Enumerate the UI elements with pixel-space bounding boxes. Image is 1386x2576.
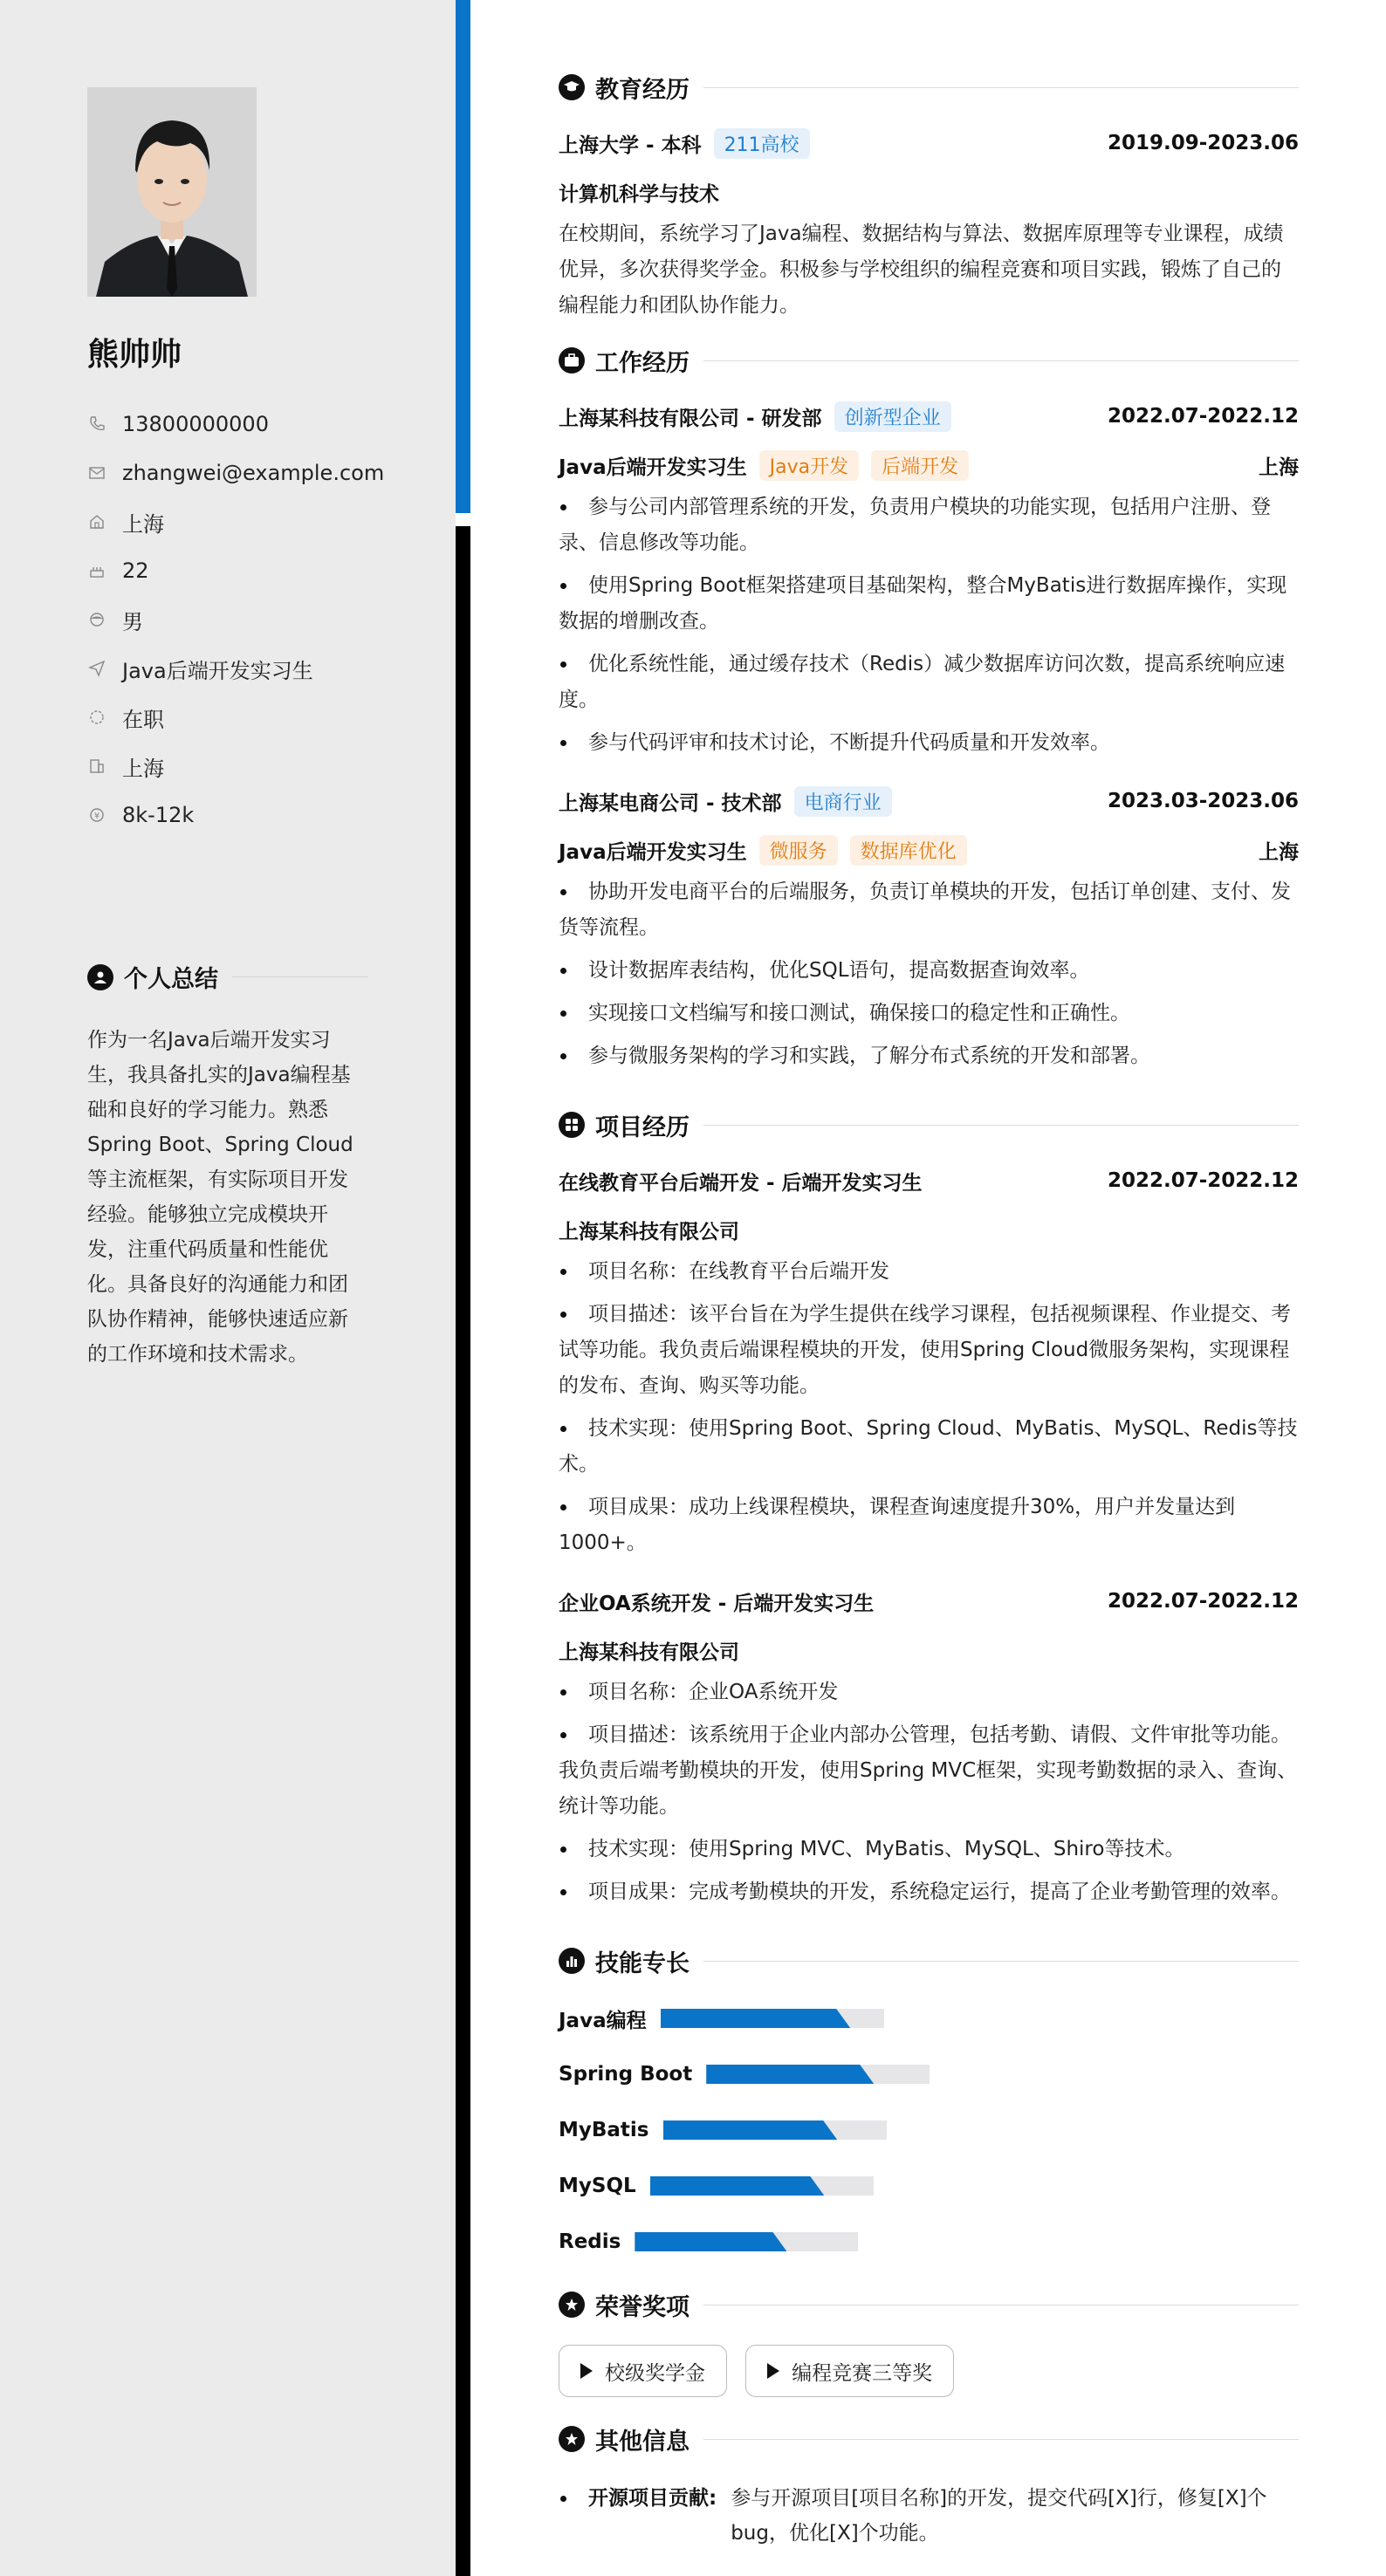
home-text: 上海: [122, 511, 164, 537]
list-item: 项目名称：企业OA系统开发: [559, 1675, 1299, 1710]
cake-icon: [87, 561, 106, 580]
list-item: 技术实现：使用Spring Boot、Spring Cloud、MyBatis、MySQL、Redis等技术。: [559, 1411, 1299, 1483]
info-gender: [87, 595, 384, 644]
list-item: 项目描述：该系统用于企业内部办公管理，包括考勤、请假、文件审批等功能。我负责后端考勤模块的开发，使用Spring MVC框架，实现考勤数据的录入、查询、统计等功能。: [559, 1717, 1299, 1825]
info-email: [87, 449, 384, 497]
job-date: 2023.03-2023.06: [1107, 790, 1299, 812]
project-entry: [559, 1156, 1299, 1561]
list-item: 实现接口文档编写和接口测试，确保接口的稳定性和正确性。: [559, 996, 1299, 1031]
summary-title: 个人总结: [124, 966, 218, 993]
projects-heading: [559, 1106, 1299, 1144]
project-date: 2022.07-2022.12: [1107, 1590, 1299, 1613]
svg-text:¥: ¥: [93, 812, 100, 821]
gender-icon: [87, 610, 106, 629]
job-role-row: [559, 826, 1299, 874]
project-header: [559, 1577, 1299, 1626]
major-row: [559, 168, 1299, 216]
heading-rule: [703, 1961, 1299, 1962]
award-chip[interactable]: [559, 2345, 727, 2397]
accent-bar-blue: [456, 0, 470, 513]
play-icon: [580, 2363, 593, 2379]
project-date: 2022.07-2022.12: [1107, 1169, 1299, 1192]
candidate-name: 熊帅帅: [87, 337, 182, 373]
skill-item: [559, 2102, 939, 2158]
education-desc: 在校期间，系统学习了Java编程、数据结构与算法、数据库原理等专业课程，成绩优异，多次获得奖学金。积极参与学校组织的编程竞赛和项目实践，锻炼了自己的编程能力和团队协作能力。: [559, 223, 1284, 317]
awards-list: [559, 2345, 1299, 2397]
education-heading: [559, 68, 1299, 106]
job-entry: [559, 777, 1299, 1074]
other-item: [559, 2481, 1299, 2551]
status-text: 在职: [122, 707, 164, 732]
major-name: 计算机科学与技术: [559, 182, 719, 206]
other-title: 其他信息: [595, 2428, 690, 2456]
job-company-tag: 创新型企业: [834, 401, 951, 432]
education-title: 教育经历: [595, 76, 690, 104]
awards-heading: [559, 2285, 1299, 2324]
education-date: 2019.09-2023.06: [1107, 132, 1299, 154]
job-entry: [559, 392, 1299, 761]
job-city: 上海: [1259, 456, 1299, 479]
bar-chart-icon: [559, 1948, 585, 1974]
salary-icon: [87, 805, 106, 825]
phone-text: 13800000000: [122, 412, 269, 436]
skill-name: Java编程: [559, 2009, 647, 2032]
skill-name: Spring Boot: [559, 2063, 693, 2086]
list-item: 项目成果：成功上线课程模块，课程查询速度提升30%，用户并发量达到1000+。: [559, 1490, 1299, 1561]
mail-icon: [87, 463, 106, 483]
list-item: 项目描述：该平台旨在为学生提供在线学习课程，包括视频课程、作业提交、考试等功能。我负责后端课程模块的开发，使用Spring Cloud微服务架构，实现课程的发布、查询、购买等功能。: [559, 1297, 1299, 1404]
sidebar: [0, 0, 456, 2576]
phone-icon: [87, 414, 106, 434]
gender-text: 男: [122, 609, 143, 634]
job-header: [559, 392, 1299, 441]
award-icon: [559, 2292, 585, 2318]
info-home: [87, 497, 384, 546]
info-icon: [559, 2426, 585, 2452]
info-salary: [87, 791, 384, 839]
education-header: [559, 119, 1299, 168]
award-label: 校级奖学金: [605, 2361, 705, 2385]
graduation-cap-icon: [559, 74, 585, 100]
skill-item: [559, 2046, 939, 2102]
job-date: 2022.07-2022.12: [1107, 405, 1299, 428]
summary-text: 作为一名Java后端开发实习 生，我具备扎实的Java编程基 础和良好的学习能力。熟悉 Spring Boot、Spring Cloud 等主流框架，有实际项目开发 经验。能够独立完成模块开 发，注重代码质量和性能优 化。具备良好的沟通能力和团 队协作精神，能够快速适应新 的工作环境和技术需求。: [87, 1029, 353, 1366]
skill-bar-fill: [635, 2232, 786, 2251]
info-work-city: [87, 742, 384, 791]
skills-title: 技能专长: [595, 1949, 690, 1977]
skill-item: [559, 2214, 939, 2270]
job-role: Java后端开发实习生: [559, 456, 747, 479]
award-label: 编程竞赛三等奖: [792, 2361, 933, 2385]
other-heading: [559, 2420, 1299, 2458]
list-item: 参与代码评审和技术讨论，不断提升代码质量和开发效率。: [559, 725, 1299, 761]
info-phone: [87, 400, 384, 449]
project-name: 企业OA系统开发 - 后端开发实习生: [559, 1592, 875, 1615]
list-item: 使用Spring Boot框架搭建项目基础架构，整合MyBatis进行数据库操作，实现数据的增删改查。: [559, 568, 1299, 640]
skill-bar: [663, 2120, 887, 2140]
salary-text: 8k-12k: [122, 803, 195, 827]
grid-icon: [559, 1112, 585, 1138]
job-company-tag: 电商行业: [794, 786, 892, 817]
accent-bar-black: [456, 526, 470, 2576]
list-item: 参与微服务架构的学习和实践，了解分布式系统的开发和部署。: [559, 1038, 1299, 1074]
project-bullets: [559, 1254, 1299, 1561]
status-icon: [87, 708, 106, 727]
project-name: 在线教育平台后端开发 - 后端开发实习生: [559, 1171, 923, 1195]
job-skill-tag: 微服务: [759, 835, 838, 866]
heading-rule: [703, 87, 1299, 88]
project-company: 上海某科技有限公司: [559, 1220, 739, 1243]
heading-rule: [703, 1125, 1299, 1126]
job-bullets: [559, 490, 1299, 761]
send-icon: [87, 659, 106, 678]
info-status: [87, 693, 384, 742]
main-content: [559, 68, 1299, 2551]
skill-item: [559, 2158, 939, 2214]
project-bullets: [559, 1675, 1299, 1910]
building-icon: [87, 757, 106, 776]
work-city-text: 上海: [122, 756, 164, 781]
project-entry: [559, 1577, 1299, 1910]
award-chip[interactable]: [745, 2345, 954, 2397]
job-skill-tag: Java开发: [759, 450, 859, 481]
job-city: 上海: [1259, 840, 1299, 864]
skill-bar-fill: [706, 2065, 874, 2084]
other-value: 参与开源项目[项目名称]的开发，提交代码[X]行，修复[X]个bug，优化[X]个功能。: [731, 2487, 1267, 2545]
job-role-row: [559, 441, 1299, 490]
job-skill-tag: 后端开发: [871, 450, 969, 481]
skill-bar-fill: [661, 2009, 851, 2028]
skill-name: Redis: [559, 2230, 621, 2253]
skills-heading: [559, 1942, 1299, 1980]
job-skill-tag: 数据库优化: [850, 835, 967, 866]
project-header: [559, 1156, 1299, 1205]
skill-bar-fill: [650, 2176, 825, 2196]
list-item: 项目名称：在线教育平台后端开发: [559, 1254, 1299, 1290]
contact-info-list: [87, 400, 384, 839]
project-company-row: [559, 1205, 1299, 1254]
skill-bar: [706, 2065, 930, 2084]
heading-rule: [703, 2439, 1299, 2440]
skill-bar: [661, 2009, 884, 2028]
briefcase-icon: [559, 347, 585, 373]
skill-item: [559, 1990, 939, 2046]
school-name: 上海大学 - 本科: [559, 134, 702, 157]
list-item: 项目成果：完成考勤模块的开发，系统稳定运行，提高了企业考勤管理的效率。: [559, 1874, 1299, 1910]
projects-title: 项目经历: [595, 1113, 690, 1141]
skill-bar-fill: [663, 2120, 838, 2140]
school-tag: 211高校: [714, 128, 810, 159]
list-item: 协助开发电商平台的后端服务，负责订单模块的开发，包括订单创建、支付、发货等流程。: [559, 874, 1299, 946]
awards-title: 荣誉奖项: [595, 2293, 690, 2321]
play-icon: [767, 2363, 779, 2379]
email-text: zhangwei@example.com: [122, 461, 385, 485]
age-text: 22: [122, 558, 149, 583]
info-age: [87, 546, 384, 595]
list-item: 设计数据库表结构，优化SQL语句，提高数据查询效率。: [559, 953, 1299, 989]
project-company-row: [559, 1626, 1299, 1675]
other-key: 开源项目贡献:: [588, 2487, 717, 2510]
list-item: 技术实现：使用Spring MVC、MyBatis、MySQL、Shiro等技术。: [559, 1832, 1299, 1867]
skill-name: MySQL: [559, 2175, 636, 2197]
position-text: Java后端开发实习生: [122, 658, 313, 683]
heading-rule: [703, 360, 1299, 361]
skill-bar: [650, 2176, 874, 2196]
user-icon: [87, 964, 113, 990]
job-company: 上海某电商公司 - 技术部: [559, 791, 782, 815]
work-title: 工作经历: [595, 349, 690, 377]
list-item: 优化系统性能，通过缓存技术（Redis）减少数据库访问次数，提高系统响应速度。: [559, 647, 1299, 718]
skill-bar: [635, 2232, 858, 2251]
list-item: 参与公司内部管理系统的开发，负责用户模块的功能实现，包括用户注册、登录、信息修改等功能。: [559, 490, 1299, 561]
work-heading: [559, 341, 1299, 380]
job-bullets: [559, 874, 1299, 1074]
home-icon: [87, 512, 106, 531]
job-company: 上海某科技有限公司 - 研发部: [559, 407, 822, 430]
heading-rule: [232, 976, 368, 977]
summary-heading: [87, 960, 368, 994]
job-header: [559, 777, 1299, 826]
skill-name: MyBatis: [559, 2119, 649, 2141]
project-company: 上海某科技有限公司: [559, 1641, 739, 1664]
info-position: [87, 644, 384, 693]
skills-list: [559, 1990, 1299, 2270]
job-role: Java后端开发实习生: [559, 840, 747, 864]
avatar: [87, 87, 257, 297]
